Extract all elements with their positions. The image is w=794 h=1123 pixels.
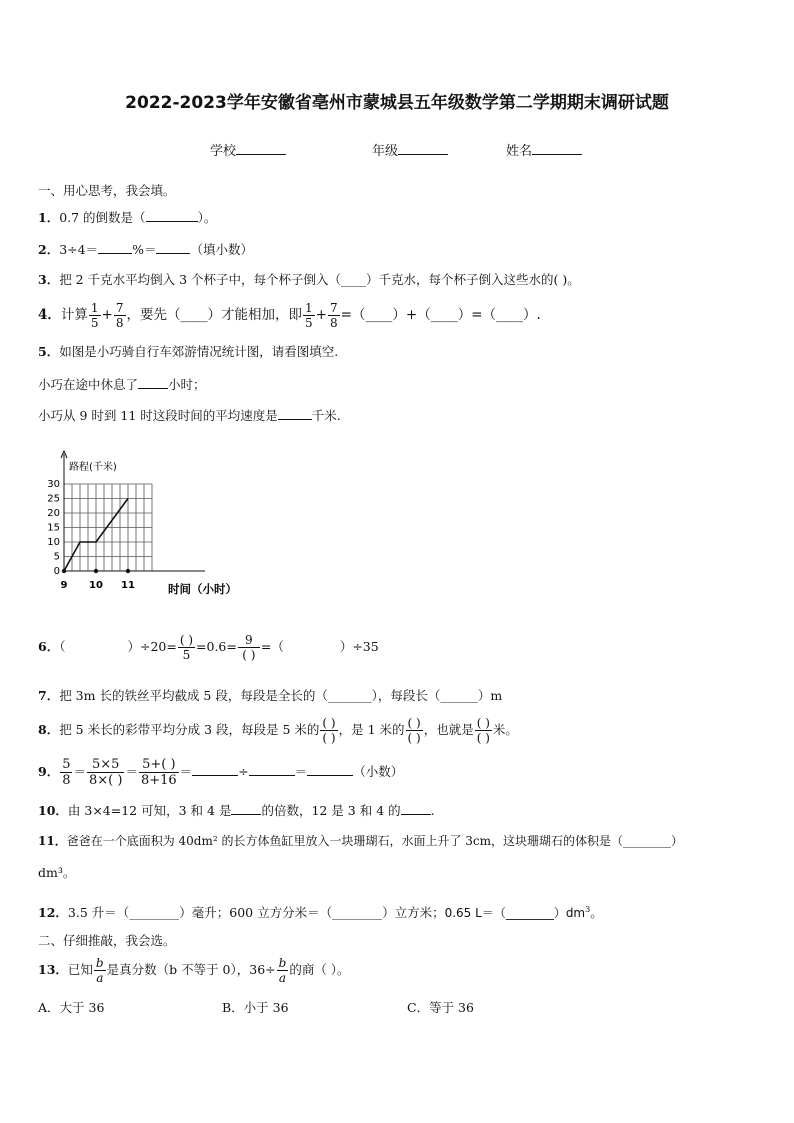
chart-y-tick-label: 0 [53, 566, 60, 577]
question-text: 把 5 米长的彩带平均分成 3 段，每段是 5 米的 [59, 722, 320, 737]
question-12 [38, 902, 603, 921]
exponent: 3 [585, 905, 591, 914]
option-c[interactable]: C．等于 36 [407, 1000, 474, 1015]
answer-fraction-blank[interactable]: $\frac{( )}{( )}$ [476, 716, 490, 745]
question-text: ，是 1 米的 [338, 722, 405, 737]
question-10 [38, 802, 435, 819]
chart-y-tick-label: 5 [53, 551, 60, 563]
question-8 [38, 712, 518, 748]
question-11 [38, 833, 683, 849]
chart-y-tick-label: 15 [47, 522, 60, 534]
fraction: $\frac{( )}{5}$ [179, 633, 194, 662]
question-number: 8． [38, 722, 60, 737]
answer-blank[interactable] [307, 763, 353, 776]
chart-grid [64, 484, 152, 571]
chart-y-tick-label: 10 [47, 537, 60, 548]
question-text: 小时； [168, 377, 206, 392]
question-text: 小巧在途中休息了 [38, 377, 139, 392]
answer-blank[interactable] [278, 407, 312, 420]
answer-blank[interactable] [231, 802, 261, 815]
question-number: 1． [38, 210, 60, 225]
answer-fraction-blank[interactable]: $\frac{( )}{( )}$ [407, 716, 421, 745]
section-heading-1: 一、用心思考，我会填。 [38, 183, 176, 198]
question-text: 由 3×4=12 可知，3 和 4 是 [67, 803, 232, 818]
question-text: 把 2 千克水平均倒入 3 个杯子中，每个杯子倒入（____）千克水，每个杯子倒入这些水的( )。 [59, 272, 580, 287]
grade-label: 年级 [372, 144, 399, 159]
question-number: 3． [38, 272, 60, 287]
question-text: 的倍数，12 是 3 和 4 的 [261, 803, 401, 818]
chart-x-tick-label: 10 [89, 580, 103, 591]
question-11-tail [38, 865, 75, 881]
name-label: 姓名 [506, 144, 533, 159]
question-text: . [430, 803, 435, 818]
question-1 [38, 209, 216, 226]
question-6 [38, 624, 379, 670]
fraction: $\frac{b}{a}$ [278, 956, 287, 985]
question-number: 12． [38, 905, 68, 921]
fraction: $\frac{b}{a}$ [95, 956, 104, 985]
question-text: ，要先（____）才能相加，即 [126, 307, 302, 323]
question-text: 3.5 升＝（________）毫升；600 立方分米＝（________）立方米； [67, 905, 445, 921]
question-number: 5． [38, 344, 60, 359]
fraction: $\frac{9}{( )}$ [238, 633, 260, 662]
question-5-line-2 [38, 407, 341, 424]
answer-blank[interactable] [98, 241, 132, 254]
question-text: ）÷20= [127, 639, 177, 654]
question-text: 已知 [67, 962, 93, 977]
question-9 [38, 754, 403, 790]
question-text: （ [59, 639, 66, 654]
equals-sign: ＝ [125, 764, 138, 779]
plus-sign: + [315, 307, 327, 323]
question-text: （小数） [353, 764, 404, 779]
question-text: 0.7 的倒数是（ [59, 210, 146, 225]
answer-blank[interactable] [146, 209, 198, 222]
question-text: =（____）+（____）=（____）. [340, 307, 541, 323]
fraction: $\frac{5}{8}$ [62, 757, 71, 788]
question-number: 9． [38, 764, 60, 779]
fraction: $\frac{1}{5}$ [305, 301, 313, 330]
question-text: =（ [260, 639, 284, 654]
answer-blank[interactable] [401, 802, 431, 815]
question-text: 小巧从 9 时到 11 时这段时间的平均速度是 [38, 408, 278, 423]
question-2 [38, 241, 253, 258]
question-number: 11． [38, 834, 67, 848]
question-number: 7． [38, 688, 60, 703]
question-text: 0.65 L＝（________）dm [444, 906, 586, 921]
fraction: $\frac{7}{8}$ [115, 301, 124, 330]
question-text: 把 3m 长的铁丝平均截成 5 段，每段是全长的（_______），每段长（______）m [59, 688, 503, 703]
question-3 [38, 272, 580, 288]
question-13 [38, 952, 350, 988]
chart-y-tick-label: 25 [47, 493, 60, 505]
chart-x-tick-dot [126, 569, 130, 573]
question-text: 计算 [60, 307, 88, 323]
answer-blank[interactable] [249, 763, 295, 776]
answer-blank[interactable] [192, 763, 238, 776]
question-text: 3÷4＝ [59, 242, 99, 257]
question-text: %＝ [132, 242, 157, 257]
question-text: ）。 [197, 210, 217, 225]
fraction: $\frac{1}{5}$ [90, 301, 99, 330]
chart-y-tick-label: 30 [47, 479, 60, 490]
answer-blank[interactable] [138, 376, 168, 389]
fraction: $\frac{5\times 5}{8\times( )}$ [89, 757, 123, 788]
question-text: （填小数） [190, 242, 253, 257]
question-5-line-1 [38, 376, 206, 393]
school-blank[interactable] [236, 142, 286, 155]
question-text: 米。 [492, 722, 518, 737]
fraction: $\frac{7}{8}$ [329, 301, 338, 330]
school-label: 学校 [210, 144, 237, 159]
question-text: 是真分数（b 不等于 0），36÷ [106, 962, 276, 977]
option-b[interactable]: B．小于 36 [222, 1000, 289, 1015]
chart-y-tick-label: 20 [47, 508, 60, 519]
equals-sign: ＝ [73, 764, 86, 779]
chart-y-axis-label: 路程(千米) [69, 462, 117, 473]
question-text: 爸爸在一个底面积为 40dm² 的长方体鱼缸里放入一块珊瑚石，水面上升了 3cm，这块珊瑚石的体积是（________） [66, 834, 684, 848]
question-7 [38, 688, 502, 704]
grade-field [372, 140, 448, 159]
question-number: 6． [38, 639, 60, 654]
question-text: =0.6= [196, 639, 237, 654]
division-sign: ÷ [238, 764, 249, 779]
question-text: 的商（ ）。 [289, 962, 350, 977]
answer-blank[interactable] [156, 241, 190, 254]
chart-x-tick-label: 9 [60, 580, 68, 591]
chart-x-axis-label: 时间（小时） [168, 582, 237, 596]
grade-blank[interactable] [398, 142, 448, 155]
question-5 [38, 344, 338, 360]
answer-fraction-blank[interactable]: $\frac{( )}{( )}$ [322, 716, 336, 745]
distance-time-chart [40, 448, 270, 603]
school-field [210, 140, 286, 159]
question-number: 13． [38, 962, 68, 977]
page-title: 2022-2023学年安徽省亳州市蒙城县五年级数学第二学期期末调研试题 [125, 93, 669, 113]
question-number: 2． [38, 242, 60, 257]
equals-sign: ＝ [294, 764, 308, 779]
equals-sign: ＝ [179, 764, 193, 779]
name-blank[interactable] [532, 142, 582, 155]
plus-sign: + [101, 307, 113, 323]
fraction: $\frac{5+( )}{8+16}$ [140, 757, 177, 788]
chart-x-tick-dot [94, 569, 98, 573]
question-4 [38, 298, 541, 332]
section-heading-2: 二、仔细推敲，我会选。 [38, 933, 176, 948]
question-text: dm³。 [38, 865, 76, 880]
option-a[interactable]: A．大于 36 [38, 1000, 105, 1015]
name-field [506, 140, 582, 159]
question-text: 如图是小巧骑自行车郊游情况统计图，请看图填空. [59, 344, 339, 359]
chart-x-tick-label: 11 [121, 580, 135, 591]
question-text: ，也就是 [423, 722, 474, 737]
question-text: 千米. [311, 408, 341, 423]
question-number: 4． [38, 307, 61, 323]
question-number: 10． [38, 803, 68, 818]
question-text: ）÷35 [339, 639, 379, 654]
question-text: 。 [590, 905, 603, 921]
